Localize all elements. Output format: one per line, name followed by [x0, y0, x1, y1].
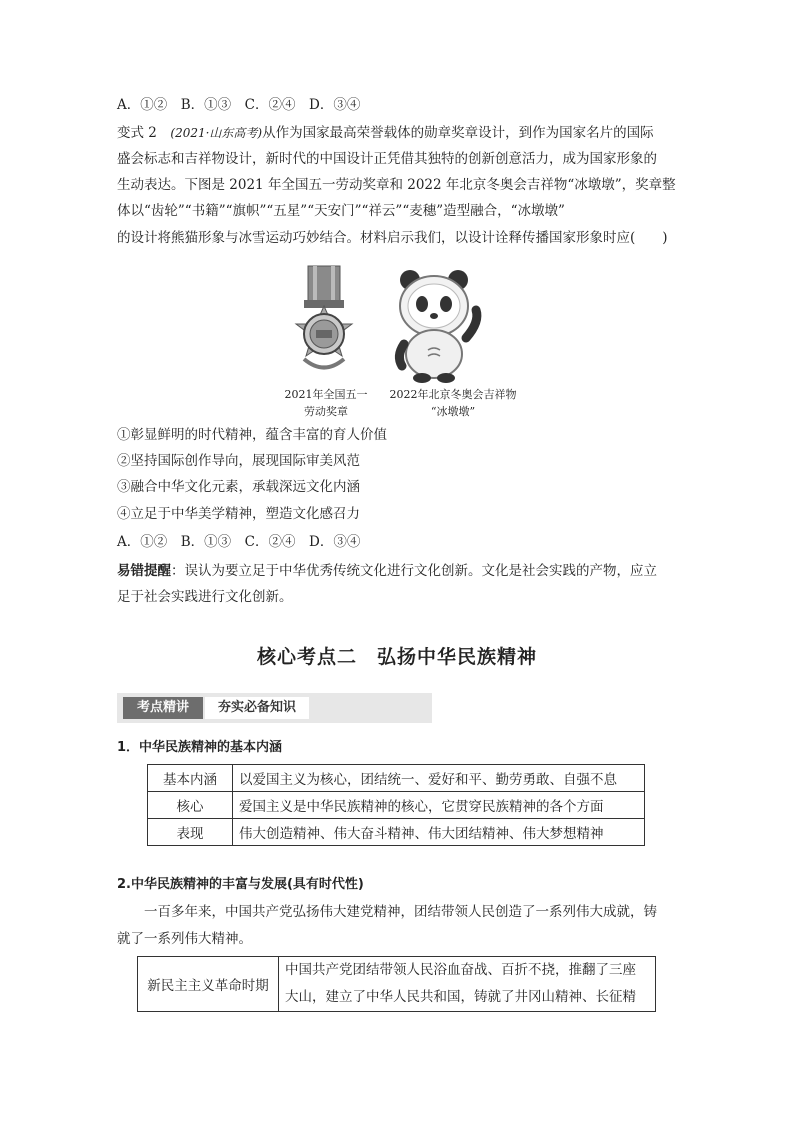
table-value: [279, 957, 656, 1012]
options-bottom: A．①② B．①③ C．②④ D．③④: [117, 534, 361, 550]
statement-2: ②坚持国际创作导向，展现国际审美风范: [117, 453, 360, 469]
statement-4: ④立足于中华美学精神，塑造文化感召力: [117, 506, 360, 522]
point1-table: [147, 764, 645, 846]
options-top: A．①② B．①③ C．②④ D．③④: [117, 97, 361, 113]
mascot-caption-line-2: “冰墩墩”: [430, 405, 476, 418]
mascot-image: [388, 266, 488, 384]
mascot-caption: [383, 386, 523, 420]
mascot-caption-line-1: 2022年北京冬奥会吉祥物: [389, 388, 517, 401]
variant-line-4: 体以“齿轮”“书籍”“旗帜”“五星”“天安门”“祥云”“麦穗”造型融合，“冰墩墩”: [117, 203, 565, 219]
variant-label: 变式 2: [117, 125, 171, 141]
statement-3: ③融合中华文化元素，承载深远文化内涵: [117, 479, 360, 495]
medal-image: [286, 264, 362, 382]
hint-label: 易错提醒: [117, 563, 171, 579]
point1-heading: 1．中华民族精神的基本内涵: [117, 740, 283, 755]
table-key: 基本内涵: [148, 765, 233, 792]
variant-line-5: 的设计将熊猫形象与冰雪运动巧妙结合。材料启示我们，以设计诠释传播国家形象时应( ): [117, 230, 668, 246]
table-key: 表现: [148, 819, 233, 846]
medal-caption-line-1: 2021年全国五一: [284, 388, 368, 401]
section-title: 核心考点二 弘扬中华民族精神: [256, 646, 537, 668]
table-value-line-1: 中国共产党团结带领人民浴血奋战、百折不挠，推翻了三座: [285, 962, 636, 978]
table-value-line-2: 大山，建立了中华人民共和国，铸就了井冈山精神、长征精: [285, 989, 636, 1005]
hint-line-2: 足于社会实践进行文化创新。: [117, 589, 293, 605]
table-value: 以爱国主义为核心，团结统一、爱好和平、勤劳勇敢、自强不息: [233, 765, 645, 792]
variant-text-1: 从作为国家最高荣誉载体的勋章奖章设计，到作为国家名片的国际: [262, 125, 654, 141]
section-banner: [117, 693, 432, 723]
point2-paragraph-1: 一百多年来，中国共产党弘扬伟大建党精神，团结带领人民创造了一系列伟大成就，铸: [144, 904, 657, 920]
point2-heading: 2.中华民族精神的丰富与发展(具有时代性): [117, 877, 364, 892]
variant-line-1: [117, 123, 654, 143]
variant-source: (2021·山东高考): [170, 126, 263, 140]
point2-paragraph-2: 就了一系列伟大精神。: [117, 931, 252, 947]
banner-subtitle: 夯实必备知识: [205, 697, 309, 719]
table-row: [148, 819, 645, 846]
table-row: [148, 765, 645, 792]
table-row: [138, 957, 656, 1012]
variant-line-3: 生动表达。下图是 2021 年全国五一劳动奖章和 2022 年北京冬奥会吉祥物“冰墩墩”，奖章整: [117, 177, 676, 193]
medal-caption-line-2: 劳动奖章: [304, 405, 348, 418]
table-value: 伟大创造精神、伟大奋斗精神、伟大团结精神、伟大梦想精神: [233, 819, 645, 846]
variant-line-2: 盛会标志和吉祥物设计，新时代的中国设计正凭借其独特的创新创意活力，成为国家形象的: [117, 151, 657, 167]
hint-line-1: [117, 561, 657, 581]
table-value: 爱国主义是中华民族精神的核心，它贯穿民族精神的各个方面: [233, 792, 645, 819]
table-key: 核心: [148, 792, 233, 819]
point2-table: [137, 956, 656, 1012]
table-key: 新民主主义革命时期: [138, 957, 279, 1012]
medal-caption: [280, 386, 372, 420]
hint-text-1: ：误认为要立足于中华优秀传统文化进行文化创新。文化是社会实践的产物，应立: [171, 563, 657, 579]
statement-1: ①彰显鲜明的时代精神，蕴含丰富的育人价值: [117, 427, 387, 443]
table-row: [148, 792, 645, 819]
banner-tag: 考点精讲: [123, 697, 203, 719]
